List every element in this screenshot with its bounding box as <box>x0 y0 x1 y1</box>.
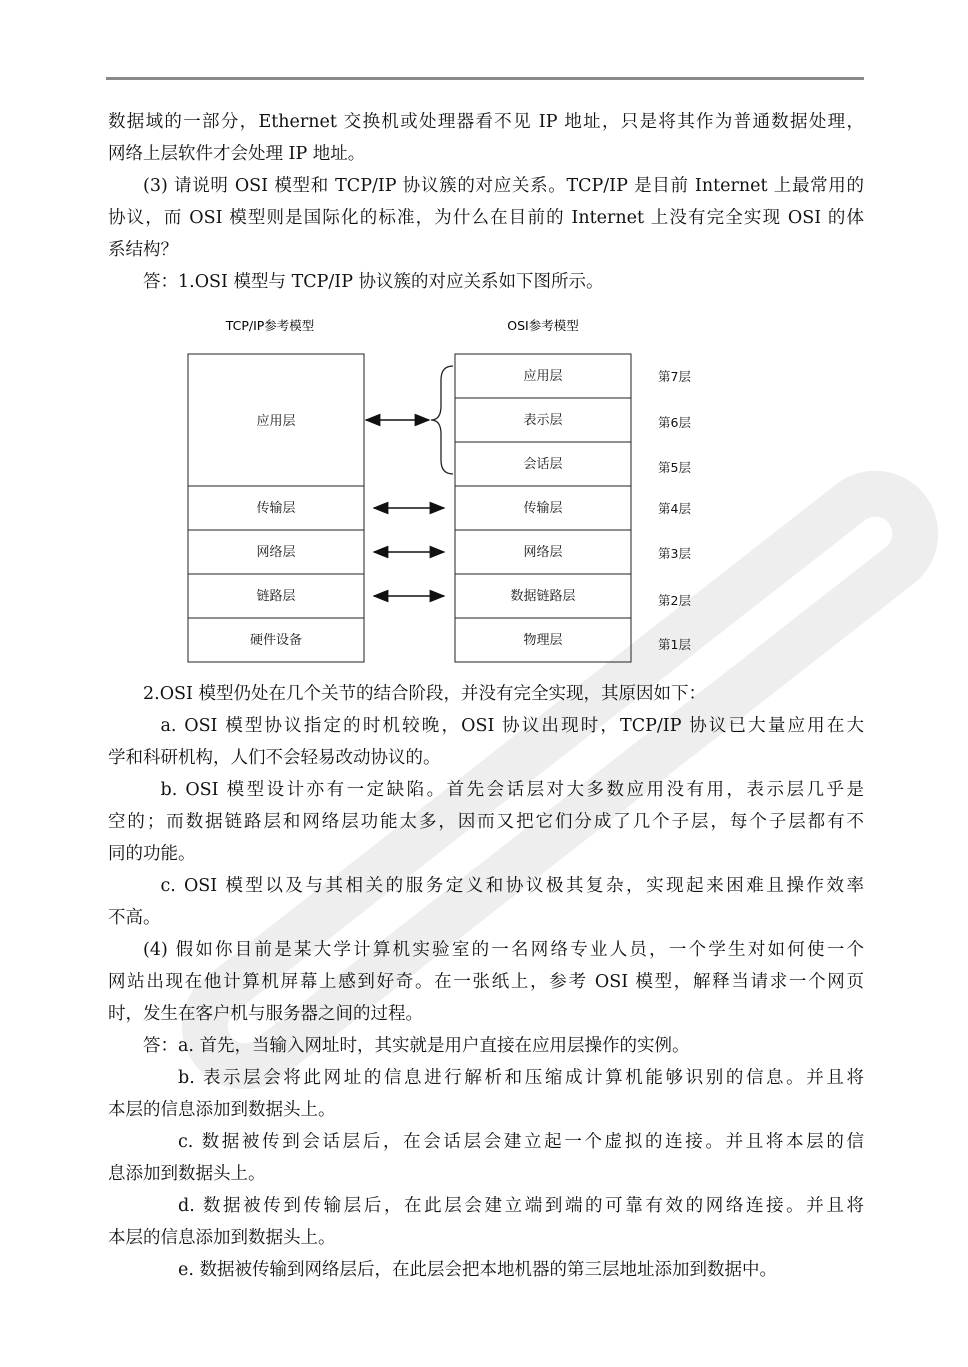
layer-number-4: 第4层 <box>658 501 691 516</box>
part2-b-line-1: b. OSI 模型设计亦有一定缺陷。首先会话层对大多数应用没有用，表示层几乎是 <box>160 780 864 800</box>
question-3 <box>108 170 864 298</box>
osi-layer-transport: 传输层 <box>523 501 563 516</box>
top-line-1: 数据域的一部分，Ethernet 交换机或处理器看不见 IP 地址，只是将其作为普通数据处理， <box>108 112 864 132</box>
part2-a-line-1: a. OSI 模型协议指定的时机较晚，OSI 协议出现时，TCP/IP 协议已大量应用在大 <box>160 716 864 736</box>
osi-layer-application: 应用层 <box>523 369 563 384</box>
part2-b-line-2: 空的；而数据链路层和网络层功能太多，因而又把它们分成了几个子层，每个子层都有不 <box>108 812 864 832</box>
part2-b-line-3: 同的功能。 <box>108 844 196 864</box>
osi-layer-datalink: 数据链路层 <box>510 589 576 604</box>
tcpip-layer-network: 网络层 <box>256 545 296 560</box>
layer-number-2: 第2层 <box>658 593 691 608</box>
q4-answer-b-line-1: b. 表示层会将此网址的信息进行解析和压缩成计算机能够识别的信息。并且将 <box>178 1068 864 1088</box>
q4-line-1: (4) 假如你目前是某大学计算机实验室的一名网络专业人员，一个学生对如何使一个 <box>143 940 864 960</box>
tcpip-layer-application: 应用层 <box>256 414 296 429</box>
layer-number-7: 第7层 <box>658 369 691 384</box>
osi-layer-session: 会话层 <box>523 457 563 472</box>
layer-number-6: 第6层 <box>658 415 691 430</box>
q4-answer-c-line-2: 息添加到数据头上。 <box>108 1164 266 1184</box>
q4-answer-b-line-2: 本层的信息添加到数据头上。 <box>108 1100 336 1120</box>
q4-answer-e: e. 数据被传输到网络层后，在此层会把本地机器的第三层地址添加到数据中。 <box>178 1260 777 1280</box>
part2-c-line-2: 不高。 <box>108 908 161 928</box>
tcpip-layer-hardware: 硬件设备 <box>249 633 303 648</box>
top-line-2: 网络上层软件才会处理 IP 地址。 <box>108 144 366 164</box>
osi-tcpip-diagram <box>0 300 968 680</box>
curly-brace <box>431 366 453 474</box>
q4-line-2: 网站出现在他计算机屏幕上感到好奇。在一张纸上，参考 OSI 模型，解释当请求一个网页 <box>108 972 864 992</box>
header-rule <box>106 77 864 80</box>
q4-answer-c-line-1: c. 数据被传到会话层后，在会话层会建立起一个虚拟的连接。并且将本层的信 <box>178 1132 864 1152</box>
top-paragraph <box>108 106 864 170</box>
q4-line-3: 时，发生在客户机与服务器之间的过程。 <box>108 1004 423 1024</box>
q3-answer-intro: 答：1.OSI 模型与 TCP/IP 协议簇的对应关系如下图所示。 <box>143 272 604 292</box>
osi-title: OSI参考模型 <box>507 318 579 333</box>
q4-answer-a: 答：a. 首先，当输入网址时，其实就是用户直接在应用层操作的实例。 <box>143 1036 690 1056</box>
q3-line-1: (3) 请说明 OSI 模型和 TCP/IP 协议簇的对应关系。TCP/IP 是目前 Internet 上最常用的 <box>143 176 864 196</box>
layer-number-1: 第1层 <box>658 637 691 652</box>
q3-line-2: 协议，而 OSI 模型则是国际化的标准，为什么在目前的 Internet 上没有完全实现 OSI 的体 <box>108 208 864 228</box>
question-4 <box>108 934 864 1286</box>
osi-layer-physical: 物理层 <box>523 633 563 648</box>
layer-number-3: 第3层 <box>658 546 691 561</box>
part2-c-line-1: c. OSI 模型以及与其相关的服务定义和协议极其复杂，实现起来困难且操作效率 <box>160 876 864 896</box>
q4-answer-d-line-2: 本层的信息添加到数据头上。 <box>108 1228 336 1248</box>
osi-layer-presentation: 表示层 <box>523 413 563 428</box>
tcpip-title: TCP/IP参考模型 <box>225 318 315 333</box>
part-2 <box>108 678 864 934</box>
part2-a-line-2: 学和科研机构，人们不会轻易改动协议的。 <box>108 748 441 768</box>
part2-intro: 2.OSI 模型仍处在几个关节的结合阶段，并没有完全实现，其原因如下： <box>143 684 707 704</box>
q4-answer-d-line-1: d. 数据被传到传输层后，在此层会建立端到端的可靠有效的网络连接。并且将 <box>178 1196 864 1216</box>
tcpip-layer-link: 链路层 <box>256 589 296 604</box>
osi-layer-network: 网络层 <box>523 545 563 560</box>
layer-number-5: 第5层 <box>658 460 691 475</box>
tcpip-layer-transport: 传输层 <box>256 501 296 516</box>
q3-line-3: 系结构？ <box>108 240 178 260</box>
